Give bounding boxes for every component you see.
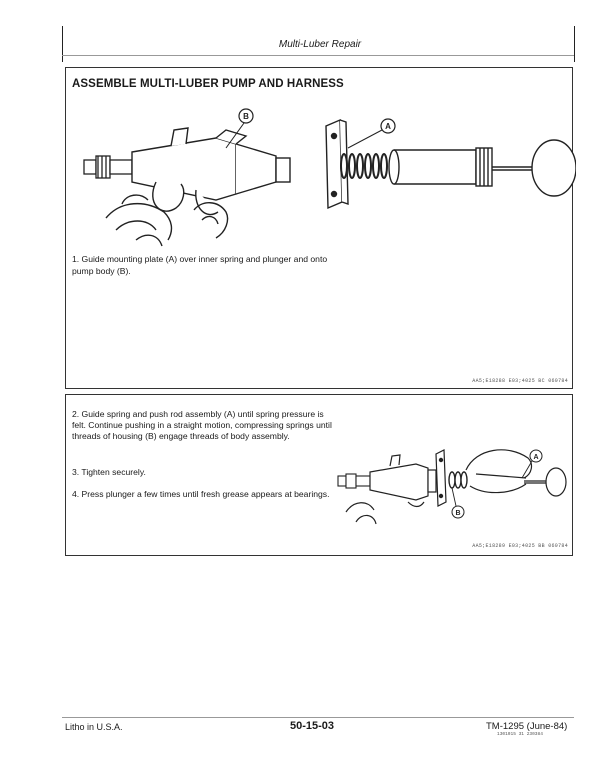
callout-a bbox=[348, 119, 395, 148]
svg-text:A: A bbox=[385, 122, 391, 131]
step-3-text: 3. Tighten securely. bbox=[72, 467, 146, 477]
callout-b bbox=[226, 109, 253, 148]
step-4-text: 4. Press plunger a few times until fresh grease appears at bearings. bbox=[72, 489, 330, 499]
pump-body bbox=[132, 128, 290, 215]
page-header-title: Multi-Luber Repair bbox=[278, 39, 362, 50]
grease-fitting bbox=[338, 474, 370, 488]
header-divider bbox=[62, 55, 574, 56]
page-number: 50-15-03 bbox=[290, 720, 335, 732]
svg-text:A: A bbox=[533, 454, 539, 461]
step-2-text: 2. Guide spring and push rod assembly (A) until spring pressure is felt. Continue pushing in a straight motion, compressing springs until threads of housing (B) engage threads of body assembly. bbox=[72, 409, 332, 442]
figure-reference: AA5;E18288 E03;4025 BC 060784 bbox=[472, 378, 568, 384]
svg-text:B: B bbox=[243, 112, 249, 121]
footer-code: 1301015 31 230384 bbox=[497, 732, 543, 737]
callout-b bbox=[452, 488, 464, 518]
section-title: ASSEMBLE MULTI-LUBER PUMP AND HARNESS bbox=[72, 78, 344, 90]
pump-assembly-illustration bbox=[76, 108, 576, 253]
svg-text:B: B bbox=[455, 510, 461, 517]
plunger-knob bbox=[532, 140, 576, 196]
step-1-text: 1. Guide mounting plate (A) over inner spring and plunger and onto pump body (B). bbox=[72, 254, 328, 276]
section-spring-assembly bbox=[65, 394, 573, 556]
spring-assembly-illustration bbox=[336, 440, 568, 530]
mounting-plate bbox=[326, 120, 348, 208]
pump-body bbox=[370, 455, 436, 500]
footer-divider bbox=[62, 717, 574, 718]
section-assemble-pump bbox=[65, 67, 573, 389]
footer-litho: Litho in U.S.A. bbox=[65, 722, 123, 732]
housing bbox=[449, 472, 467, 488]
mounting-plate bbox=[436, 450, 446, 506]
figure-reference: AA5;E18289 E03;4025 BB 060784 bbox=[472, 543, 568, 549]
grease-fitting bbox=[84, 156, 132, 178]
callout-a bbox=[522, 450, 542, 478]
manual-id: TM-1295 (June-84) bbox=[486, 721, 568, 732]
